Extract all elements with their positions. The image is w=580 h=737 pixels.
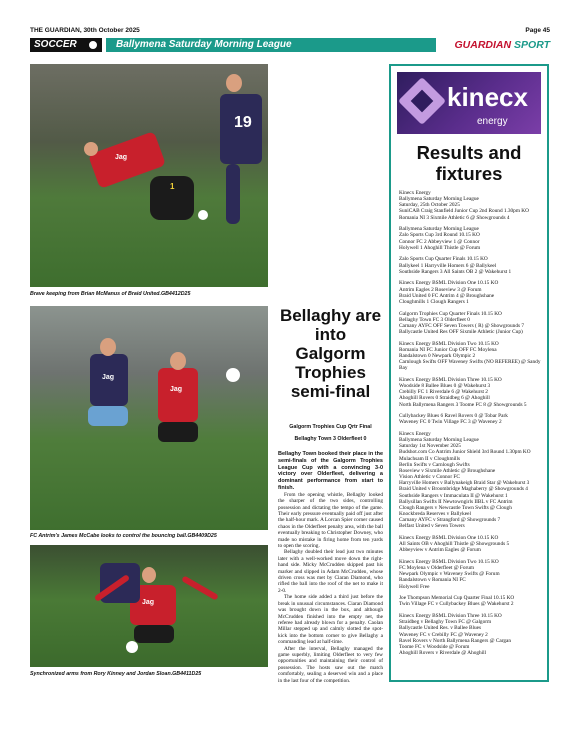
shirt-sponsor: Jag bbox=[102, 374, 115, 381]
fixture-line: Ballykeel 1 Harryville Homers 6 @ Ballykeel bbox=[399, 262, 497, 269]
fixture-line: Ballycastle United Res OFF Sixmile Athletic (Junior Cup) bbox=[399, 328, 523, 335]
fixture-block bbox=[399, 377, 547, 408]
shirt-sponsor: Jag bbox=[170, 386, 183, 393]
brand-sport: SPORT bbox=[514, 39, 550, 51]
fixture-line: Toome FC v Woodside @ Forum bbox=[399, 643, 470, 650]
page-header bbox=[30, 27, 550, 37]
fixture-line: Carnany AYFC v Strangford @ Showgrounds 7 bbox=[399, 517, 501, 524]
fixture-line: Mulachsam II v Cloughmills bbox=[399, 455, 461, 462]
fixture-line: Roseview v Sixmile Athletic @ Broughshane bbox=[399, 467, 496, 474]
fixture-line: Kinecx Energy BSML Division Two 10.15 KO bbox=[399, 558, 499, 565]
fixture-line: Ballysillan Swifts II Newtowngirls IIBL v FC Antrim bbox=[399, 498, 513, 505]
fixture-line: Ballymena Saturday Morning League bbox=[399, 196, 479, 203]
league-banner: Ballymena Saturday Morning League bbox=[106, 38, 436, 52]
soccer-tag bbox=[30, 38, 102, 52]
fixture-line: Newpark Olympic v Waveney Swifts @ Forum bbox=[399, 571, 500, 578]
article-lead: Bellaghy Town booked their place in the semi-finals of the Galgorm Trophies League Cup with a convincing 3-0 victory over Olderfleet, delivering a dominant performance from start to finish. bbox=[278, 451, 383, 491]
fixture-line: Romania NI FC Junior Cup OFF FC Moylena bbox=[399, 346, 497, 353]
player-head bbox=[226, 74, 242, 92]
player-head bbox=[84, 142, 98, 156]
fixture-line: Cloughmills 1 Clough Rangers 1 bbox=[399, 298, 469, 305]
fixture-line: Harryville Homers v Ballynakeigh Braid Star @ Wakehurst 3 bbox=[399, 480, 530, 487]
fixture-line: Bellaghy Town FC 3 Olderfleet 0 bbox=[399, 316, 470, 323]
shirt-number: 19 bbox=[234, 114, 252, 131]
player-shorts bbox=[158, 422, 198, 442]
title-line-2: fixtures bbox=[435, 163, 503, 184]
fixture-line: Kinecx Energy BSML Division Two 10.15 KO bbox=[399, 340, 499, 347]
fixture-block bbox=[399, 431, 547, 530]
player-head bbox=[142, 567, 156, 583]
photo-goalkeeper-save bbox=[30, 64, 268, 287]
player-head bbox=[170, 352, 186, 370]
fixture-line: Waveney FC 0 Twin Village FC 3 @ Waveney 2 bbox=[399, 419, 502, 426]
page-number: Page 45 bbox=[525, 27, 550, 34]
fixture-line: Belfast United v Seven Towers bbox=[399, 523, 465, 530]
fixture-line: FC Moylena v Olderfleet @ Forum bbox=[399, 565, 475, 572]
fixture-block bbox=[399, 280, 547, 305]
kinecx-logo bbox=[397, 72, 541, 134]
player-head bbox=[100, 338, 116, 356]
fixture-line: Kinecx Energy BSML Division One 10.15 KO bbox=[399, 280, 499, 287]
ball-icon bbox=[198, 210, 208, 220]
caption-photo-3: Synchronized arms from Rory Kinney and Jordan Sloan.GB4411D25 bbox=[30, 671, 202, 677]
fixture-line: Abbeyview v Antrim Eagles @ Forum bbox=[399, 547, 481, 554]
paper-date: THE GUARDIAN, 30th October 2025 bbox=[30, 27, 140, 34]
fixture-line: Saturday, 25th October 2025 bbox=[399, 202, 460, 209]
fixture-line: Berlin Swifts v Carnlough Swifts bbox=[399, 461, 470, 468]
fixture-line: Kinecx Energy BSML Division Three 10.15 KO bbox=[399, 613, 502, 620]
kinecx-tagline: energy bbox=[477, 116, 508, 127]
shirt-sponsor: Jag bbox=[115, 154, 128, 161]
fixture-line: Zalo Sports Cup 3rd Round 10.15 KO bbox=[399, 232, 480, 239]
player-shorts bbox=[134, 625, 174, 643]
fixture-line: All Saints OB v Ahoghill Thistle @ Showgrounds 5 bbox=[399, 541, 510, 548]
fixture-line: Holywell Free bbox=[399, 583, 430, 590]
guardian-sport-logo bbox=[455, 38, 551, 52]
player-leg bbox=[226, 164, 240, 224]
fixture-block bbox=[399, 559, 547, 590]
results-fixtures-title bbox=[391, 142, 547, 184]
section-banner bbox=[30, 38, 550, 52]
fixture-line: Ballycastle United Res. v Ballee Blues bbox=[399, 625, 482, 632]
fixture-line: Budshot.com Co Antrim Junior Shield 3rd Round 1.30pm KO bbox=[399, 449, 531, 456]
fixture-block bbox=[399, 413, 547, 425]
fixture-line: Kinecx Energy bbox=[399, 431, 431, 437]
fixture-block bbox=[399, 535, 547, 553]
fixture-line: Kinecx Energy bbox=[399, 190, 431, 196]
fixture-line: SuniCAB Craig Stanfield Junior Cup 2nd Round 1.30pm KO bbox=[399, 208, 529, 215]
article-paragraph: From the opening whistle, Bellaghy looked the sharper of the two sides, controlling possession and dictating the tempo of the game. Their early pressure eventually paid off just after the half-hour mark. A Lorcan Spier corner caused chaos in the Olderfleet penalty area, with the ball eventually breaking to Christopher Downey, who made no mistake in firing home from ten yards to open the scoring. bbox=[278, 491, 384, 550]
fixture-line: Randalstown 0 Newpark Olympic 2 bbox=[399, 352, 476, 359]
fixture-line: Kinecx Energy BSML Division One 10.15 KO bbox=[399, 535, 499, 541]
kinecx-mark-icon bbox=[398, 77, 446, 125]
fixture-line: Saturday 1st November 2025 bbox=[399, 443, 461, 450]
fixture-line: Waveney FC v Crebilly FC @ Waveney 2 bbox=[399, 631, 488, 638]
fixture-line: Kinecx Energy BSML Division Three 10.15 KO bbox=[399, 376, 502, 383]
fixture-line: Woodside 8 Ballee Blues 0 @ Wakehurst 3 bbox=[399, 383, 491, 390]
football-icon bbox=[88, 40, 98, 50]
kinecx-wordmark: kinecx bbox=[447, 82, 528, 112]
article-result: Bellaghy Town 3 Olderfleet 0 bbox=[294, 436, 367, 442]
article-paragraph: The home side added a third just before the break in unusual circumstances. Ciaran Diamond was brought down in the box, and although McCrudden finished into the empty net, the referee had already blown for a penalty. Caolan Millar stepped up and calmly slotted the spot-kick into the bottom corner to give Bellaghy a commanding lead at half-time. bbox=[278, 594, 383, 646]
fixture-block bbox=[399, 613, 547, 656]
article-paragraph: Bellaghy doubled their lead just two minutes later with a well-worked move down the right-hand side. Micky McCrudden skipped past his marker and slipped in Adam McCrudden, whose driven cross was met by Ciaran Diamond, who rifled the ball into the roof of the net to make it 2-0. bbox=[278, 549, 383, 594]
fixture-block bbox=[399, 190, 547, 221]
caption-photo-1: Brave keeping from Brian McManus of Braid United.GB4412D25 bbox=[30, 291, 191, 297]
ball-icon bbox=[226, 368, 240, 382]
fixture-line: Southside Rangers v Immaculata II @ Wakehurst 1 bbox=[399, 492, 508, 499]
fixture-line: Braid United v Broombridge Maghaberry @ Showgrounds 4 bbox=[399, 486, 528, 493]
fixture-line: Antrim Eagles 2 Roseview 3 @ Forum bbox=[399, 286, 482, 293]
fixture-line: Ahoghill Rovers 0 Straidbeg 6 @ Ahoghill bbox=[399, 395, 490, 402]
fixture-line: Carnany AYFC OFF Seven Towers ( R) @ Showgrounds 7 bbox=[399, 322, 525, 329]
caption-photo-2: FC Antrim's James McCabe looks to control the bouncing ball.GB4409D25 bbox=[30, 533, 217, 539]
gk-number: 1 bbox=[170, 182, 175, 191]
photo-bouncing-ball bbox=[30, 306, 268, 530]
fixture-line: North Ballymena Rangers 3 Toome FC 8 @ Showgrounds 5 bbox=[399, 401, 527, 408]
player-shorts bbox=[88, 406, 128, 426]
fixture-line: Romania NI 3 Sixmile Athletic 6 @ Showgrounds 4 bbox=[399, 214, 510, 221]
fixtures-list bbox=[399, 190, 547, 662]
fixture-line: Holywell 1 Ahoghill Thistle @ Forum bbox=[399, 244, 481, 251]
soccer-label: SOCCER bbox=[34, 39, 77, 50]
photo-synchronized-arms bbox=[30, 545, 268, 667]
fixture-block bbox=[399, 311, 547, 336]
article-competition: Galgorm Trophies Cup Qrtr Final bbox=[289, 424, 372, 430]
fixture-line: Ahoghill Rovers v Riverdale @ Ahoghill bbox=[399, 650, 487, 656]
fixture-block bbox=[399, 341, 547, 372]
fixture-line: Braid United 0 FC Antrim 4 @ Broughshane bbox=[399, 292, 495, 299]
fixture-line: Cullybackey Blues 6 Ravel Rovers 0 @ Tobar Park bbox=[399, 413, 508, 420]
player-arm bbox=[181, 575, 219, 600]
title-line-1: Results and bbox=[416, 142, 522, 163]
fixture-line: Vision Athletic v Connor FC bbox=[399, 474, 460, 481]
results-fixtures-box bbox=[389, 64, 549, 682]
article-body bbox=[278, 451, 383, 684]
fixture-line: Ravel Rovers v North Ballymena Rangers @ Cargan bbox=[399, 637, 512, 644]
fixture-line: Ballymena Saturday Morning League bbox=[399, 437, 479, 444]
fixture-line: Galgorm Trophies Cup Quarter Finals 10.15 KO bbox=[399, 310, 502, 317]
fixture-line: Knockbreda Reserves v Ballykeel bbox=[399, 511, 471, 518]
shirt-sponsor: Jag bbox=[142, 599, 155, 606]
fixture-line: Southside Rangers 3 All Saints OB 2 @ Wakehurst 1 bbox=[399, 268, 512, 275]
fixture-line: Ballymena Saturday Morning League bbox=[399, 226, 479, 233]
fixture-line: Crebilly FC 1 Riverdale 6 @ Wakehurst 2 bbox=[399, 389, 488, 396]
fixture-block bbox=[399, 595, 547, 607]
fixture-line: Carnlough Swifts OFF Waveney Swifts (NO REFEREE) @ Sandy Bay bbox=[399, 359, 541, 372]
fixture-block bbox=[399, 256, 547, 274]
player-red bbox=[158, 368, 198, 422]
fixture-line: Twin Village FC v Cullybackey Blues @ Wakehurst 2 bbox=[399, 601, 514, 608]
brand-guardian: GUARDIAN bbox=[454, 39, 512, 51]
fixture-block bbox=[399, 226, 547, 251]
fixture-line: Straidbeg v Bellaghy Town FC @ Galgorm bbox=[399, 619, 492, 626]
fixture-line: Zalo Sports Cup Quarter Finals 10.15 KO bbox=[399, 256, 488, 263]
fixture-line: Randalstown v Romania NI FC bbox=[399, 577, 466, 584]
article-paragraph: After the interval, Bellaghy managed the game superbly, limiting Olderfleet to very few opportunities and maintaining their control of possession. The hosts saw out the match comfortably, sealing a deserved win and a place in the last four of the competition. bbox=[278, 645, 383, 684]
fixture-line: Joe Thompson Memorial Cup Quarter Final 10.15 KO bbox=[399, 595, 515, 602]
fixture-line: Connor FC 2 Abbeyview 1 @ Connor bbox=[399, 238, 480, 245]
article-headline: Bellaghy are into Galgorm Trophies semi-final bbox=[279, 306, 382, 401]
fixture-line: Clough Rangers v Newcastle Town Swifts @ Clough bbox=[399, 504, 512, 511]
ball-icon bbox=[126, 641, 138, 653]
